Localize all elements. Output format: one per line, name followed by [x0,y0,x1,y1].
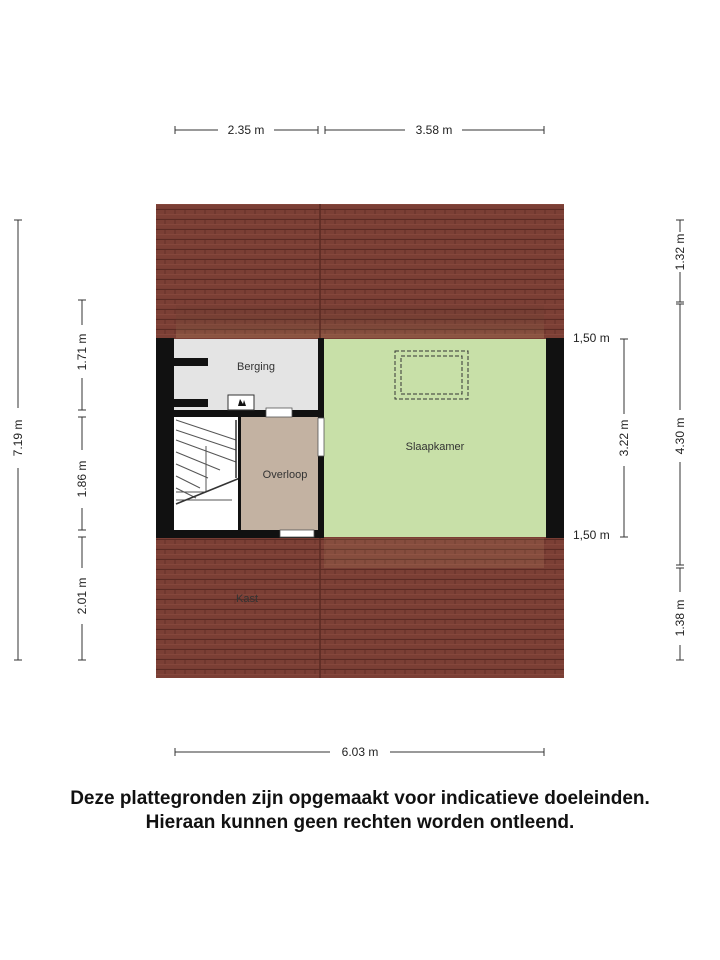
knee-height-bottom: 1,50 m [573,528,610,542]
slaapkamer-area [324,339,546,537]
dim-left-seg-1: 1.71 m [75,333,89,371]
boiler-icon [228,395,254,410]
dim-top-right: 3.58 m [415,123,453,137]
disclaimer-line-1: Deze plattegronden zijn opgemaakt voor indicatieve doeleinden. [70,788,650,809]
door-kast [280,530,314,537]
dim-right-total: 4.30 m [673,417,687,455]
dim-right-seg-top: 1.32 m [673,233,687,271]
room-label-berging: Berging [237,361,275,373]
room-label-overloop: Overloop [262,469,308,481]
dim-top-left: 2.35 m [227,123,265,137]
dim-left-seg-2: 1.86 m [75,460,89,498]
dim-right-inner: 3.22 m [617,419,631,457]
knee-height-top: 1,50 m [573,331,610,345]
room-label-slaapkamer: Slaapkamer [405,441,465,453]
disclaimer-line-2: Hieraan kunnen geen rechten worden ontleend. [145,812,575,833]
room-label-kast: Kast [235,593,259,605]
dim-left-seg-3: 2.01 m [75,577,89,615]
door-slaapkamer [318,418,324,456]
dim-right-seg-bottom: 1.38 m [673,599,687,637]
dim-bottom-total: 6.03 m [341,745,379,759]
door-berging [266,408,292,417]
dim-left-total: 7.19 m [11,419,25,457]
